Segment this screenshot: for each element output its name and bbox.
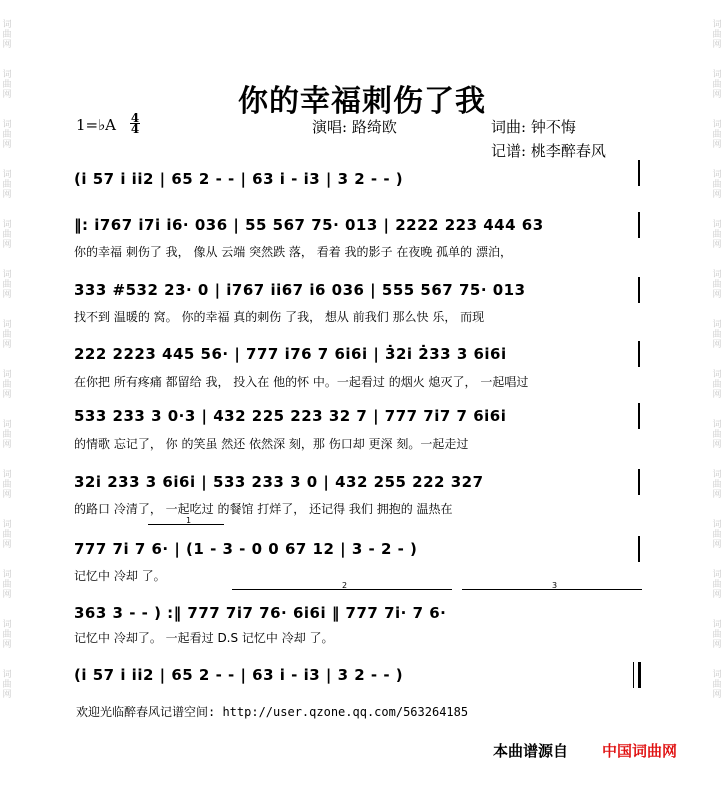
barline-end-row-3 [638, 277, 640, 303]
score-row-7-lyrics: 记忆中 冷却 了。 [74, 569, 166, 583]
barline-end-row-5 [638, 403, 640, 429]
watermark-char: 曲 [712, 380, 722, 390]
watermark-char: 曲 [2, 230, 12, 240]
watermark-char: 词 [2, 70, 12, 80]
watermark-char: 网 [712, 590, 722, 600]
watermark-char: 曲 [2, 380, 12, 390]
watermark-char: 词 [2, 120, 12, 130]
watermark-char: 曲 [712, 30, 722, 40]
watermark-char: 网 [712, 240, 722, 250]
watermark-char: 词 [2, 220, 12, 230]
barline-end-row-7 [638, 536, 640, 562]
key-signature: 1=♭A [76, 116, 117, 134]
watermark-char: 曲 [2, 130, 12, 140]
watermark-char: 网 [2, 290, 12, 300]
score-row-6-lyrics: 的路口 冷清了， 一起吃过 的餐馆 打烊了， 还记得 我们 拥抱的 温热在 [74, 502, 453, 516]
barline-end-row-4 [638, 341, 640, 367]
watermark-char: 网 [2, 390, 12, 400]
composer: 词曲: 钟不悔 [491, 118, 576, 136]
volta-bracket-1: 1 [148, 524, 224, 525]
watermark-char: 网 [2, 240, 12, 250]
watermark-char: 网 [2, 440, 12, 450]
watermark-char: 词 [2, 370, 12, 380]
watermark-char: 曲 [2, 530, 12, 540]
score-row-2-notes: ‖: i767 i7i i6· 036 | 55 567 75· 013 | 2222 223 444 63 [74, 216, 544, 234]
watermark-char: 曲 [712, 430, 722, 440]
barline-end-row-1 [638, 160, 640, 186]
watermark-char: 曲 [2, 580, 12, 590]
watermark-char: 网 [2, 190, 12, 200]
score-row-5-lyrics: 的情歌 忘记了， 你 的笑虽 然还 依然深 刻，那 伤口却 更深 刻。一起走过 [74, 437, 469, 451]
watermark-char: 词 [712, 520, 722, 530]
watermark-char: 曲 [2, 430, 12, 440]
score-row-4-notes: 222 2223 445 56· | 777 i76 7 6i6i | 3̇2i 2̇33 3 6i6i [74, 345, 507, 363]
final-barline-thin [633, 662, 634, 688]
watermark-char: 曲 [712, 530, 722, 540]
score-row-8-notes: 363 3 - - ) :‖ 777 7i7 76· 6i6i ‖ 777 7i· 7 6· [74, 604, 447, 622]
watermark-char: 网 [712, 690, 722, 700]
watermark-char: 网 [2, 490, 12, 500]
watermark-char: 网 [2, 690, 12, 700]
watermark-char: 曲 [712, 230, 722, 240]
watermark-char: 网 [2, 540, 12, 550]
barline-end-row-6 [638, 469, 640, 495]
score-row-2-lyrics: 你的幸福 刺伤了 我， 像从 云端 突然跌 落， 看着 我的影子 在夜晚 孤单的 漂泊， [74, 245, 512, 259]
watermark-char: 词 [712, 70, 722, 80]
watermark-char: 词 [2, 420, 12, 430]
transcriber: 记谱: 桃李醉春风 [491, 142, 606, 160]
barline-end-row-2 [638, 212, 640, 238]
source-label: 本曲谱源自 [493, 742, 569, 760]
score-row-3-notes: 333 #532 23· 0 | i767 ii67 i6 036 | 555 567 75· 013 [74, 281, 526, 299]
score-row-5-notes: 533 233 3 0·3 | 432 225 223 32 7 | 777 7i7 7 6i6i [74, 407, 507, 425]
watermark-char: 词 [712, 420, 722, 430]
watermark-char: 词 [712, 620, 722, 630]
singer: 演唱: 路绮欧 [312, 118, 397, 136]
watermark-char: 曲 [712, 80, 722, 90]
volta-bracket-3: 3 [462, 589, 642, 590]
score-row-1-notes: (i 57 i ii2 | 65 2 - - | 63 i - i3 | 3 2 - - ) [74, 170, 404, 188]
watermark-char: 词 [712, 20, 722, 30]
watermark-char: 曲 [712, 280, 722, 290]
watermark-char: 词 [2, 670, 12, 680]
volta-bracket-2: 2 [232, 589, 452, 590]
watermark-char: 曲 [2, 30, 12, 40]
score-row-6-notes: 32i 233 3 6i6i | 533 233 3 0 | 432 255 222 327 [74, 473, 484, 491]
score-row-8-lyrics: 记忆中 冷却了。 一起看过 D.S 记忆中 冷却 了。 [74, 631, 334, 645]
watermark-char: 词 [2, 520, 12, 530]
watermark-char: 曲 [712, 480, 722, 490]
watermark-char: 曲 [712, 630, 722, 640]
watermark-char: 词 [712, 120, 722, 130]
watermark-char: 曲 [712, 180, 722, 190]
watermark-char: 词 [712, 220, 722, 230]
watermark-char: 曲 [712, 580, 722, 590]
watermark-char: 网 [712, 640, 722, 650]
watermark-char: 网 [712, 390, 722, 400]
watermark-char: 网 [712, 540, 722, 550]
watermark-char: 词 [712, 370, 722, 380]
watermark-char: 曲 [712, 130, 722, 140]
watermark-char: 网 [2, 90, 12, 100]
watermark-char: 词 [712, 670, 722, 680]
score-row-3-lyrics: 找不到 温暖的 窝。 你的幸福 真的刺伤 了我， 想从 前我们 那么快 乐， 而现 [74, 310, 485, 324]
watermark-char: 词 [712, 570, 722, 580]
watermark-char: 网 [2, 140, 12, 150]
watermark-char: 网 [712, 440, 722, 450]
watermark-char: 词 [712, 270, 722, 280]
watermark-char: 网 [712, 140, 722, 150]
watermark-char: 词 [712, 170, 722, 180]
watermark-char: 网 [712, 290, 722, 300]
footer-credit: 欢迎光临醉春风记谱空间: http://user.qzone.qq.com/563264185 [76, 705, 469, 719]
watermark-char: 网 [712, 490, 722, 500]
watermark-char: 网 [2, 590, 12, 600]
watermark-char: 网 [712, 190, 722, 200]
watermark-char: 网 [2, 40, 12, 50]
song-title: 你的幸福刺伤了我 [238, 84, 486, 119]
watermark-char: 网 [2, 640, 12, 650]
watermark-char: 曲 [2, 80, 12, 90]
watermark-char: 曲 [2, 330, 12, 340]
watermark-char: 词 [2, 470, 12, 480]
watermark-char: 曲 [712, 680, 722, 690]
watermark-char: 词 [2, 320, 12, 330]
watermark-char: 曲 [2, 680, 12, 690]
watermark-char: 曲 [2, 280, 12, 290]
score-row-7-notes: 777 7i 7 6· | (1 - 3 - 0 0 67 12 | 3 - 2 - ) [74, 540, 418, 558]
watermark-char: 网 [712, 40, 722, 50]
watermark-char: 词 [712, 320, 722, 330]
time-signature: 4 4 [130, 111, 140, 136]
watermark-char: 曲 [2, 180, 12, 190]
watermark-char: 网 [2, 340, 12, 350]
watermark-char: 曲 [2, 480, 12, 490]
watermark-char: 词 [712, 470, 722, 480]
watermark-char: 曲 [2, 630, 12, 640]
final-barline-thick [638, 662, 641, 688]
brand-name: 中国词曲网 [602, 742, 678, 760]
watermark-char: 曲 [712, 330, 722, 340]
score-row-9-notes: (i 57 i ii2 | 65 2 - - | 63 i - i3 | 3 2 - - ) [74, 666, 404, 684]
watermark-char: 网 [712, 340, 722, 350]
score-row-4-lyrics: 在你把 所有疼痛 都留给 我， 投入在 他的怀 中。一起看过 的烟火 熄灭了， 一起唱过 [74, 375, 529, 389]
watermark-char: 词 [2, 170, 12, 180]
watermark-char: 词 [2, 270, 12, 280]
watermark-char: 网 [712, 90, 722, 100]
watermark-char: 词 [2, 20, 12, 30]
watermark-char: 词 [2, 570, 12, 580]
watermark-char: 词 [2, 620, 12, 630]
